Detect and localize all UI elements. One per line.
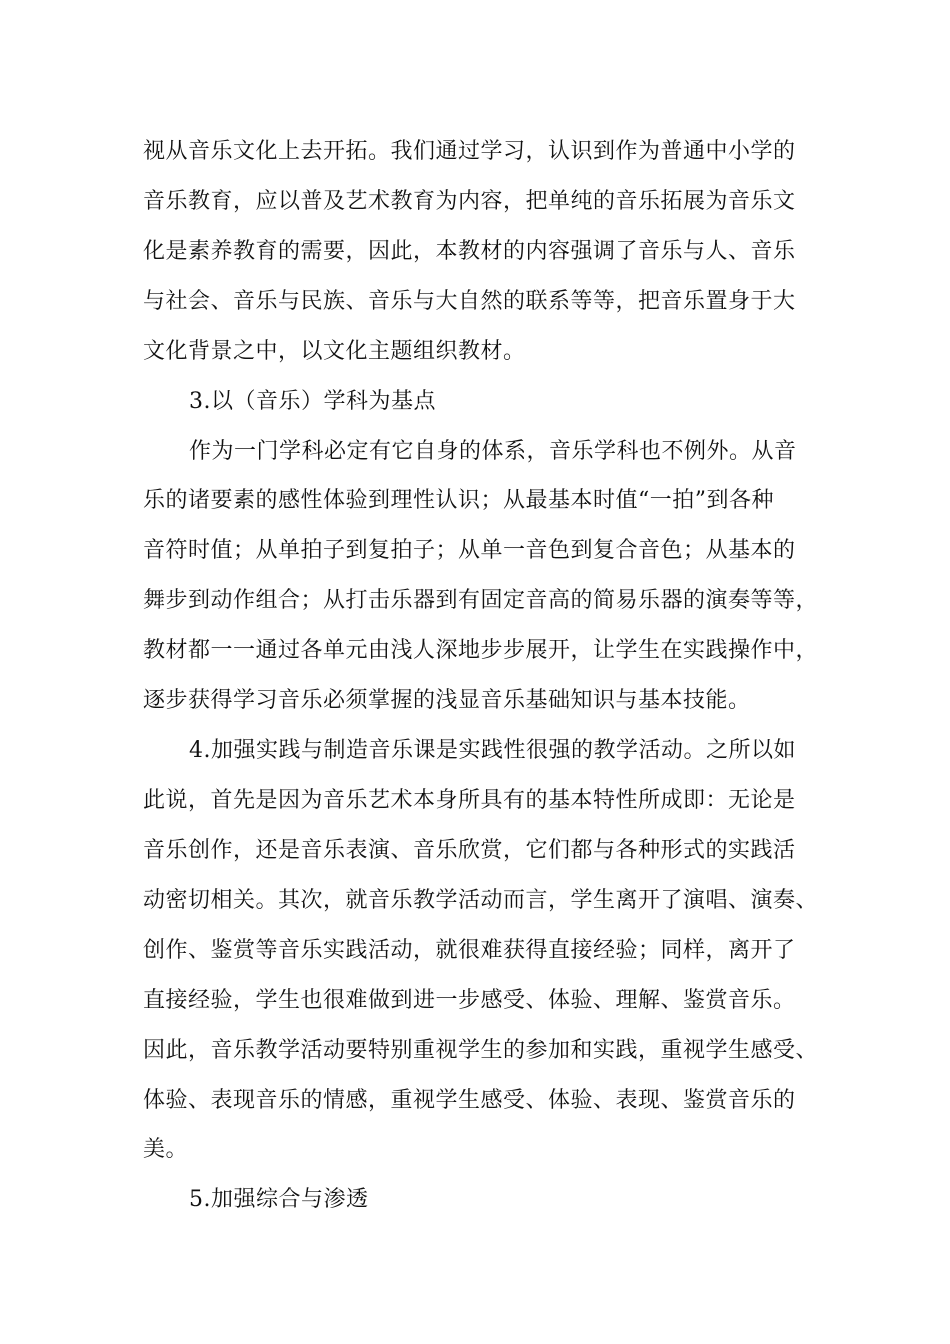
text-line: 创作、鉴赏等音乐实践活动，就很难获得直接经验；同样，离开了 bbox=[143, 938, 796, 963]
text-line: 逐步获得学习音乐必须掌握的浅显音乐基础知识与基本技能。 bbox=[143, 688, 751, 713]
text-line: 化是素养教育的需要，因此，本教材的内容强调了音乐与人、音乐 bbox=[143, 239, 796, 264]
section-heading: 4.加强实践与制造音乐课是实践性很强的教学活动。之所以如 bbox=[189, 738, 796, 763]
text-line: 乐的诸要素的感性体验到理性认识；从最基本时值“一拍”到各种 bbox=[143, 488, 774, 513]
text-line: 美。 bbox=[143, 1137, 189, 1162]
text-line: 作为一门学科必定有它自身的体系，音乐学科也不例外。从音 bbox=[189, 439, 797, 464]
text-line: 音符时值；从单拍子到复拍子；从单一音色到复合音色；从基本的 bbox=[143, 538, 796, 563]
text-line: 音乐教育，应以普及艺术教育为内容，把单纯的音乐拓展为音乐文 bbox=[143, 189, 796, 214]
text-line: 舞步到动作组合；从打击乐器到有固定音高的简易乐器的演奏等等， bbox=[143, 588, 819, 613]
text-line: 文化背景之中，以文化主题组织教材。 bbox=[143, 339, 526, 364]
text-line: 教材都一一通过各单元由浅人深地步步展开，让学生在实践操作中， bbox=[143, 638, 819, 663]
text-line: 与社会、音乐与民族、音乐与大自然的联系等等，把音乐置身于大 bbox=[143, 289, 796, 314]
text-line: 动密切相关。其次，就音乐教学活动而言，学生离开了演唱、演奏、 bbox=[143, 888, 819, 913]
text-line: 因此，音乐教学活动要特别重视学生的参加和实践，重视学生感受、 bbox=[143, 1038, 819, 1063]
text-line: 此说，首先是因为音乐艺术本身所具有的基本特性所成即：无论是 bbox=[143, 788, 796, 813]
section-heading: 5.加强综合与渗透 bbox=[189, 1187, 369, 1212]
text-line: 体验、表现音乐的情感，重视学生感受、体验、表现、鉴赏音乐的 bbox=[143, 1088, 796, 1113]
section-heading: 3.以（音乐）学科为基点 bbox=[189, 389, 436, 414]
text-line: 音乐创作，还是音乐表演、音乐欣赏，它们都与各种形式的实践活 bbox=[143, 838, 796, 863]
text-line: 视从音乐文化上去开拓。我们通过学习，认识到作为普通中小学的 bbox=[143, 139, 796, 164]
text-line: 直接经验，学生也很难做到进一步感受、体验、理解、鉴赏音乐。 bbox=[143, 988, 796, 1013]
